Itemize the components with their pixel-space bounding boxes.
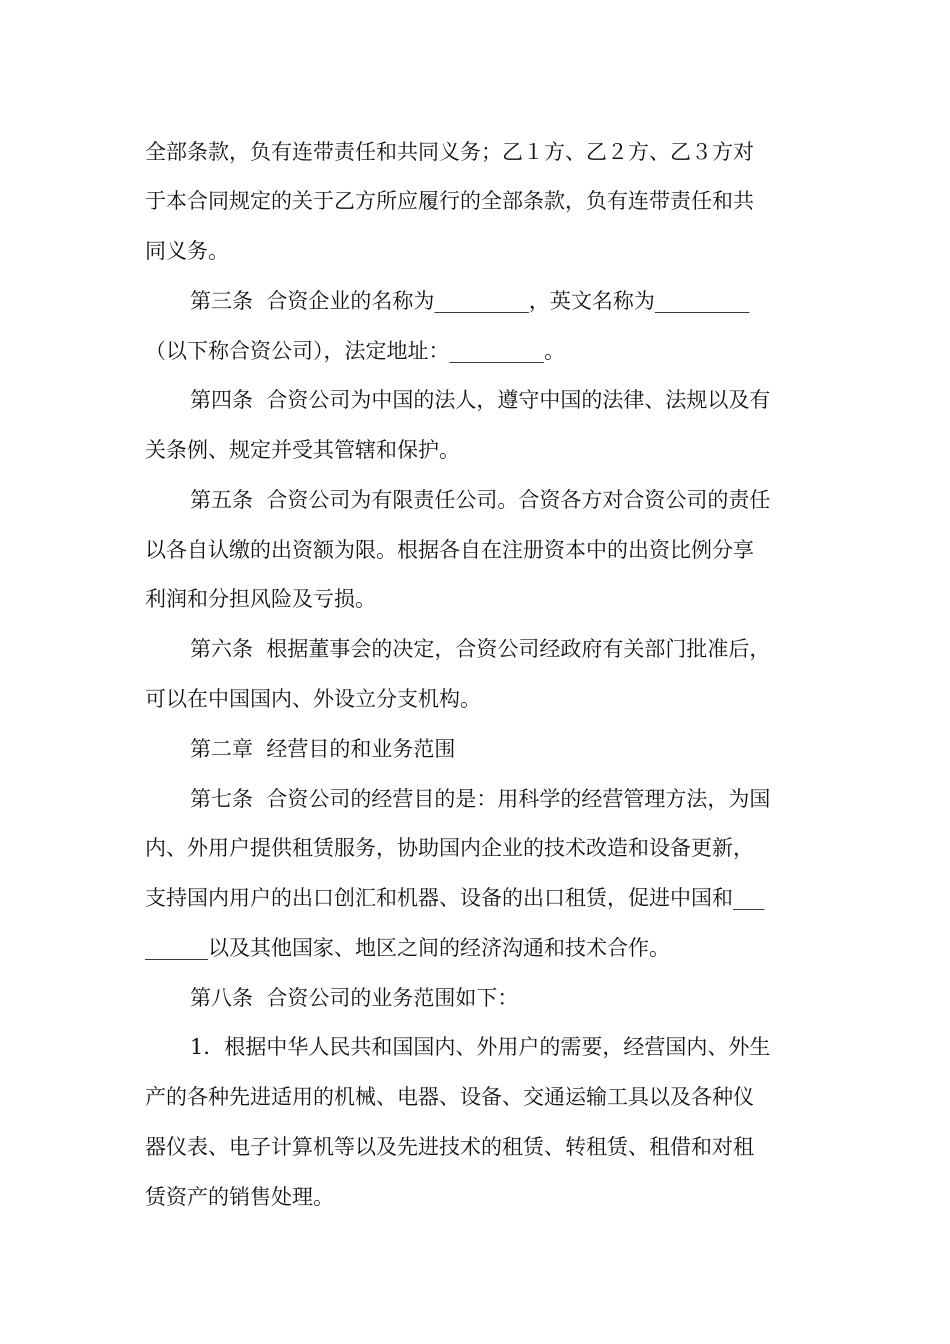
text-line: 内、外用户提供租赁服务，协助国内企业的技术改造和设备更新， [145, 836, 754, 860]
text-line: 器仪表、电子计算机等以及先进技术的租赁、转租赁、租借和对租 [145, 1135, 754, 1159]
text-line: 利润和分担风险及亏损。 [145, 587, 376, 611]
text-line: 产的各种先进适用的机械、电器、设备、交通运输工具以及各种仪 [145, 1085, 754, 1109]
article-4-line: 第四条 合资公司为中国的法人，遵守中国的法律、法规以及有 [190, 388, 771, 412]
text-line: 支持国内用户的出口创汇和机器、设备的出口租赁，促进中国和___ [145, 886, 765, 910]
article-5-line: 第五条 合资公司为有限责任公司。合资各方对合资公司的责任 [190, 488, 771, 512]
article-6-line: 第六条 根据董事会的决定，合资公司经政府有关部门批准后， [190, 637, 771, 661]
article-7-line: 第七条 合资公司的经营目的是：用科学的经营管理方法，为国 [190, 787, 771, 811]
text-line: 于本合同规定的关于乙方所应履行的全部条款，负有连带责任和共 [145, 189, 754, 213]
text-line: 全部条款，负有连带责任和共同义务；乙１方、乙２方、乙３方对 [145, 140, 754, 164]
text-line: 以各自认缴的出资额为限。根据各自在注册资本中的出资比例分享 [145, 538, 754, 562]
text-line: ______以及其他国家、地区之间的经济沟通和技术合作。 [145, 936, 670, 960]
article-3-line: 第三条 合资企业的名称为_________，英文名称为_________ [190, 289, 750, 313]
text-line: 赁资产的销售处理。 [145, 1185, 334, 1209]
chapter-2-heading: 第二章 经营目的和业务范围 [190, 737, 456, 761]
text-line: 可以在中国国内、外设立分支机构。 [145, 687, 481, 711]
text-line: （以下称合资公司），法定地址：_________。 [145, 339, 565, 363]
text-line: 关条例、规定并受其管辖和保护。 [145, 438, 460, 462]
text-line: 同义务。 [145, 239, 229, 263]
article-8-line: 第八条 合资公司的业务范围如下： [190, 986, 519, 1010]
clause-1-line: 1．根据中华人民共和国国内、外用户的需要，经营国内、外生 [190, 1035, 771, 1059]
